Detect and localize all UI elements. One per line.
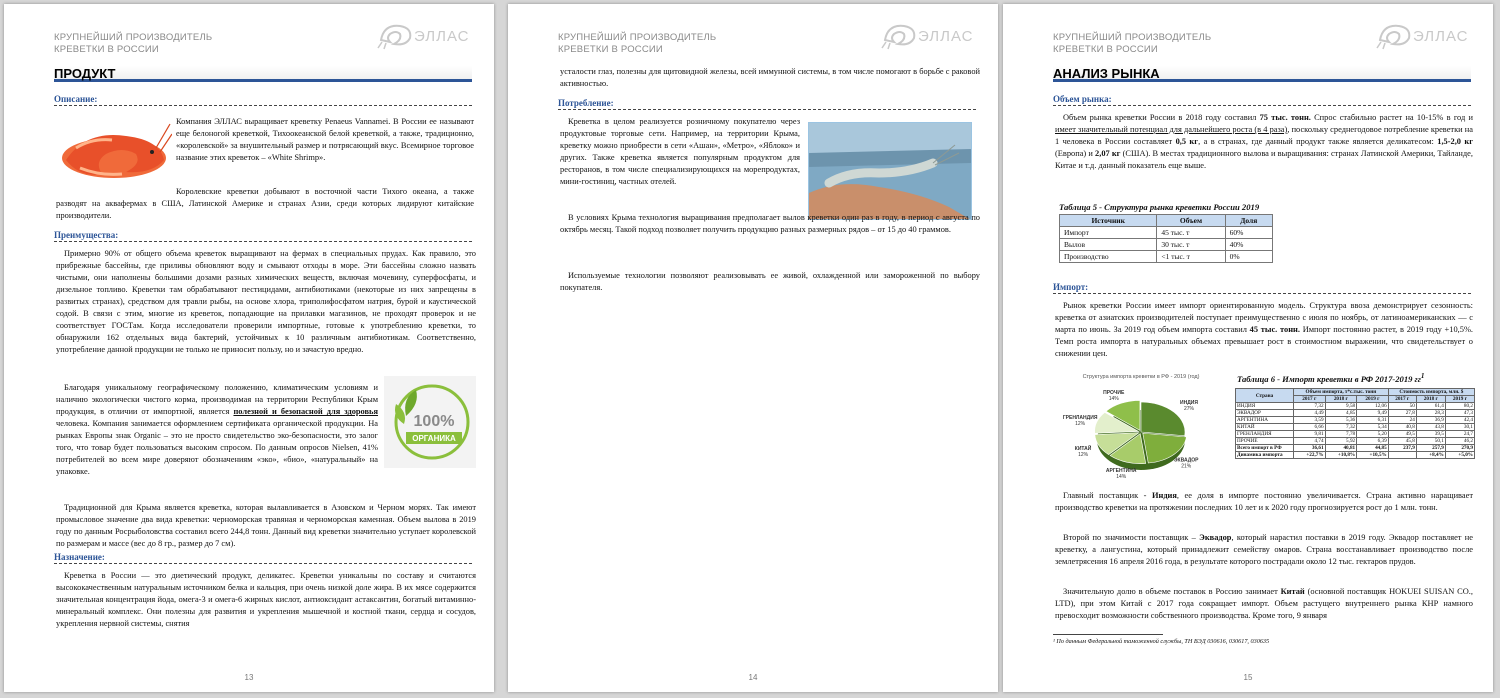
- table-cell: 3,59: [1294, 417, 1326, 424]
- table-cell: +10,8%: [1325, 452, 1357, 459]
- table-row: [1236, 417, 1475, 424]
- footnote: ¹ По данным Федеральной таможенной службы, ТН ВЭД 030616, 030617, 030635: [1053, 638, 1270, 645]
- badge-organic-text: ОРГАНИКА: [412, 434, 456, 443]
- header-line-2: КРЕВЕТКИ В РОССИИ: [558, 44, 663, 55]
- table-row: [1060, 251, 1273, 263]
- table-cell: 47,3: [1445, 410, 1474, 417]
- obem-text-k: (США). В местах традиционного вылова и выращивания: странах Латинской Америки, Тайланде, Китае и т.д. данный показатель еще выше.: [1055, 149, 1473, 170]
- header-line-1: КРУПНЕЙШИЙ ПРОИЗВОДИТЕЛЬ: [558, 32, 717, 43]
- table-row: [1236, 452, 1475, 459]
- pie-label: ГРЕНЛАНДИЯ: [1062, 415, 1098, 422]
- table-row: [1060, 239, 1273, 251]
- heading-preimushchestva: Преимущества:: [54, 230, 472, 242]
- shrimp-logo-icon: [880, 20, 920, 50]
- table-cell: 5,20: [1357, 431, 1389, 438]
- table-cell: 30,1: [1445, 424, 1474, 431]
- ecuador-text-a: Второй по значимости поставщик –: [1063, 533, 1200, 542]
- section-product: [54, 66, 472, 82]
- table-row: [1236, 431, 1475, 438]
- pie-label: ПРОЧИЕ: [1103, 389, 1125, 396]
- table-cell: 9,58: [1325, 403, 1357, 410]
- table-cell: 80,2: [1445, 403, 1474, 410]
- table-header-row: [1236, 389, 1475, 396]
- badge-100-text: 100%: [413, 413, 455, 430]
- table-cell: 44,85: [1357, 445, 1389, 452]
- page-number: 14: [748, 673, 758, 682]
- paragraph-obem: [1055, 112, 1473, 172]
- table-cell: 45 тыс. т: [1157, 227, 1225, 239]
- table-cell: 5,34: [1357, 424, 1389, 431]
- import-text-a: Рынок креветки России имеет импорт ориентированную модель. Структура ввоза демонстрирует сезонность: креветка от азиатских производителей поступает преимущественно с июля по ноябрь, от латиноамериканских — с марта по июнь. За 2019 год объем импорта составил: [1055, 301, 1473, 334]
- table-cell: 6,31: [1357, 417, 1389, 424]
- shrimp-logo-icon: [376, 20, 416, 50]
- preim-2-text-c: человека. Компания занимается оформлением сертификата органической продукции. На рынках Европы знак Organic – это не просто свидетельство эко-безопасности, это залог того, что товар будет пользоваться высоким спросом. По данным опросов Nielsen, 41% потребителей во всем мире доверяют обозначениям «эко», «био», «натуральный» на упаковке.: [56, 419, 378, 476]
- pie-percent-label: 12%: [1078, 451, 1089, 458]
- paragraph-naznachenie: Креветка в России — это диетический продукт, деликатес. Креветки уникальны по составу и считаются высококачественным натуральным источником белка и кальция, при очень низкой доле жира. В их мясе содержится значительная концентрация йода, омега-3 и омега-6 жирных кислот, антиоксидант астаксантин, богатый витаминно-минеральный комплекс. Они полезны для развития и укрепления мышечной и костной ткани, сердца и сосудов, укрепления нервной системы, снятия: [56, 571, 476, 628]
- table-cell: 6,39: [1357, 438, 1389, 445]
- document-page-13: [4, 4, 494, 692]
- paragraph-potreblenie-1: Креветка в целом реализуется розничному покупателю через продуктовые торговые сети. Например, на территории Крыма, креветку можно приобрести в сети «Ашан», «Метро», «Яблоко» и других. Также креветка является популярным продуктом для ресторанов, в том числе специализирующихся на морепродуктах, мини-гостиниц, частных отелей.: [560, 117, 800, 186]
- page-number: 15: [1243, 673, 1253, 682]
- table-cell: 45,8: [1388, 438, 1416, 445]
- table-cell: 7,32: [1325, 424, 1357, 431]
- table-header-cell: 2019 г: [1357, 396, 1389, 403]
- table-cell: 50: [1388, 403, 1416, 410]
- pie-label: КИТАЙ: [1074, 445, 1092, 452]
- page-header: [558, 32, 716, 56]
- paragraph-opisanie-1: Компания ЭЛЛАС выращивает креветку Penaeus Vannamei. В России ее называют еще белоногой креветкой, Тихоокеанской белой креветкой, а также, традиционно, «королевской» за внушительный размер и потрясающий вкус. Всемирное торговое название этих креветок – «White Shrimp».: [176, 117, 474, 162]
- preim-2-highlight: полезной и безопасной для здоровья: [233, 407, 379, 416]
- table-cell: <1 тыс. т: [1157, 251, 1225, 263]
- table-header-cell: 2018 г: [1416, 396, 1445, 403]
- paragraph-china: [1055, 586, 1473, 622]
- page-header: [54, 32, 212, 56]
- company-logo: [1375, 20, 1471, 50]
- document-page-14: [508, 4, 998, 692]
- table-cell: 4,74: [1294, 438, 1326, 445]
- table-cell: 36,9: [1416, 417, 1445, 424]
- table-cell: Импорт: [1060, 227, 1157, 239]
- table-header-cell: Объем: [1157, 215, 1225, 227]
- table-row: [1236, 438, 1475, 445]
- table-cell: 36,61: [1294, 445, 1326, 452]
- table-cell: АРГЕНТИНА: [1236, 417, 1294, 424]
- table-header-cell: Доля: [1225, 215, 1272, 227]
- table-cell: 7,32: [1294, 403, 1326, 410]
- heading-potreblenie: Потребление:: [558, 98, 976, 110]
- table-row: [1236, 403, 1475, 410]
- table-cell: 9,49: [1357, 410, 1389, 417]
- obem-text-a: Объем рынка креветки России в 2018 году составил: [1063, 113, 1260, 122]
- table-cell: 43,8: [1416, 424, 1445, 431]
- table-cell: 30 тыс. т: [1157, 239, 1225, 251]
- pie-label: ИНДИЯ: [1180, 400, 1198, 407]
- pie-percent-label: 14%: [1116, 473, 1127, 480]
- table-cell: 40,81: [1325, 445, 1357, 452]
- organic-100-badge: [384, 376, 476, 468]
- table-import-by-country: [1235, 388, 1475, 459]
- table-cell: 60%: [1225, 227, 1272, 239]
- table-cell: 39,5: [1416, 431, 1445, 438]
- heading-import: Импорт:: [1053, 282, 1471, 294]
- obem-text-e: , поскольку среднегодовое потребление креветки на 1 человека в России составляет: [1055, 125, 1473, 146]
- table-cell: +8,4%: [1416, 452, 1445, 459]
- table-row: [1236, 445, 1475, 452]
- table-cell: Производство: [1060, 251, 1157, 263]
- table-cell: ЭКВАДОР: [1236, 410, 1294, 417]
- table-header-cell: Источник: [1060, 215, 1157, 227]
- table-cell: 237,9: [1388, 445, 1416, 452]
- pie-percent-label: 27%: [1183, 406, 1195, 413]
- table-cell: Всего импорт в РФ: [1236, 445, 1294, 452]
- table-cell: Вылов: [1060, 239, 1157, 251]
- import-structure-pie-chart: [1053, 370, 1229, 486]
- obem-text-i: (Европа) и: [1055, 149, 1096, 158]
- pie-chart-title: Структура импорта креветки в РФ - 2019 (год): [1082, 374, 1200, 380]
- paragraph-preim-1: Примерно 90% от общего объема креветок выращивают на фермах в специальных прудах. Как правило, это прибрежные бассейны, где приливы обновляют воду и смывают отходы в море. Эти бассейны сложно назвать чистыми, они наполнены большими дозами разных химических веществ, включая мочевину, суперфосфаты, и дизельное топливо. Креветки там обрабатывают пестицидами, антибиотиками (некоторые из них запрещены в развитых странах), средством для травли рыбы, на основе хлора, триполифосфатом натрия, бурой и каустической содой. В связи с этим, многие из креветок, попадающие на прилавки магазинов, не проходят проверок и не соответствует ГОСТам. Когда исследователи проверили импортные, готовые к употреблению креветки, то обнаружили 162 отдельных вида бактерий, устойчивых к 10 различным антибиотикам. Соответственно, употребление данной продукции не только не приносит пользу, но и зачастую вредно.: [56, 249, 476, 354]
- pie-percent-label: 12%: [1075, 421, 1086, 428]
- page-header: [1053, 32, 1211, 56]
- preim-2-text-a: Благодаря уникальному географическому положению, климатическим условиям и наличию экологически чистого корма, производимая на территории Республики Крым продукция, в отличии от импортной, является: [56, 383, 378, 416]
- table-cell: Динамика импорта: [1236, 452, 1294, 459]
- section-title: ПРОДУКТ: [54, 66, 116, 81]
- table-header-cell: 2019 г: [1445, 396, 1474, 403]
- table-cell: 257,9: [1416, 445, 1445, 452]
- shrimp-logo-icon: [1375, 20, 1415, 50]
- ecuador-name: Эквадор: [1199, 533, 1232, 542]
- heading-naznachenie: Назначение:: [54, 552, 472, 564]
- obem-volume: 75 тыс. тонн.: [1259, 113, 1311, 122]
- heading-opisanie: Описание:: [54, 94, 472, 106]
- table-cell: 4,85: [1325, 410, 1357, 417]
- import-volume: 45 тыс. тонн.: [1249, 325, 1300, 334]
- pie-percent-label: 14%: [1108, 395, 1119, 402]
- pie-percent-label: 21%: [1181, 463, 1192, 470]
- table-cell: 4,49: [1294, 410, 1326, 417]
- obem-europe-kg: 1,5-2,0 кг: [1437, 137, 1474, 146]
- table-header-cell: Страна: [1236, 389, 1294, 403]
- table5-caption: Таблица 5 - Структура рынка креветки России 2019: [1059, 202, 1260, 212]
- ecuador-text-c: , который нарастил поставки в 2019 году. Эквадор поставляет не креветку, а лангустина, который принадлежит семейству омаров. Страна восстанавливает производство после землетрясения 16 апреля 2016 года, в результате которого пострадали около 12 тыс. гектаров прудов.: [1055, 533, 1473, 566]
- table-cell: ПРОЧИЕ: [1236, 438, 1294, 445]
- header-line-2: КРЕВЕТКИ В РОССИИ: [54, 44, 159, 55]
- paragraph-ecuador: [1055, 532, 1473, 568]
- china-text-c: (основной поставщик HOKUEI SUISAN CO., LTD), при этом Китай с 2017 года сокращает импорт. Объем растущего внутреннего рынка КНР намного превосходит возможности собственного производства. Кроме того, 9 января: [1055, 587, 1473, 620]
- pie-slices-group: [1095, 400, 1187, 470]
- import-text-c: Импорт постоянно растет, в 2019 году +10,5%. Темп роста импорта в натуральных объемах превышает рост в стоимостном выражении, что свидетельствует о снижении цен.: [1055, 325, 1474, 358]
- header-line-1: КРУПНЕЙШИЙ ПРОИЗВОДИТЕЛЬ: [1053, 32, 1212, 43]
- table-cell: 27,8: [1388, 410, 1416, 417]
- header-line-2: КРЕВЕТКИ В РОССИИ: [1053, 44, 1158, 55]
- obem-potential: имеет значительный потенциал для дальнейшего роста (в 4 раза): [1055, 125, 1288, 134]
- pie-label: ЭКВАДОР: [1173, 457, 1199, 464]
- table-header-cell: 2017 г: [1294, 396, 1326, 403]
- footnote-separator: [1053, 634, 1163, 635]
- paragraph-potreblenie-2: В условиях Крыма технология выращивания предполагает вылов креветки один раз в году, в период с августа по октябрь месяц. Такой подход позволяет получить продукцию разных размерных рядов – от 15 до 40 граммов.: [560, 213, 980, 234]
- table-row: [1236, 410, 1475, 417]
- table-cell: 0%: [1225, 251, 1272, 263]
- table6-caption-footnote-mark: 1: [1420, 372, 1425, 380]
- logo-text: ЭЛЛАС: [918, 28, 974, 45]
- pie-label: АРГЕНТИНА: [1105, 467, 1137, 474]
- table-cell: +22,7%: [1294, 452, 1326, 459]
- table-cell: +10,5%: [1357, 452, 1389, 459]
- paragraph-preim-3: Традиционной для Крыма является креветка, которая вылавливается в Азовском и Черном морях. Так имеют промысловое значение два вида креветки: черноморская травяная и черноморская каменная. Объем вылова в 2019 году по данным Росрыболовства составил всего 244,8 тонн. Данный вид креветки значительно уступает королевской по размерам и массе (вес до 8 гр., размер до 7 см).: [56, 503, 476, 548]
- pie-slice-индия: [1141, 402, 1185, 436]
- table-cell: 40%: [1225, 239, 1272, 251]
- table6-caption-text: Таблица 6 - Импорт креветки в РФ 2017-2019 гг: [1237, 373, 1421, 384]
- table-row: [1060, 227, 1273, 239]
- shrimp-in-hand-photo: [808, 122, 972, 220]
- table-cell: КИТАЙ: [1236, 424, 1294, 431]
- china-name: Китай: [1280, 587, 1305, 596]
- india-text-a: Главный поставщик -: [1063, 491, 1152, 500]
- table-cell: 49,5: [1388, 431, 1416, 438]
- company-logo: [880, 20, 976, 50]
- table-cell: 6,66: [1294, 424, 1326, 431]
- obem-text-g: , а в странах, где данный продукт также является деликатесом:: [1198, 137, 1438, 146]
- table-cell: ИНДИЯ: [1236, 403, 1294, 410]
- table-header-cell: 2017 г: [1388, 396, 1416, 403]
- table-cell: 7,78: [1325, 431, 1357, 438]
- table-cell: 61,4: [1416, 403, 1445, 410]
- table-cell: 50,1: [1416, 438, 1445, 445]
- india-text-c: , ее доля в импорте постоянно увеличивается. Страна активно наращивает производство креветки на протяжении последних 10 лет и к 2020 году прогнозируется рост до 1 млн. тонн.: [1055, 491, 1473, 512]
- shrimp-photo-image: [809, 123, 972, 220]
- table-cell: 5,92: [1325, 438, 1357, 445]
- document-page-15: [1003, 4, 1493, 692]
- table-cell: 24,7: [1445, 431, 1474, 438]
- page-number: 13: [244, 673, 254, 682]
- table-cell: 28,3: [1416, 410, 1445, 417]
- paragraph-continued: усталости глаз, полезны для щитовидной железы, всей иммунной системы, в том числе помогают в борьбе с раковой активностью.: [560, 67, 980, 88]
- obem-text-c: Спрос стабильно растет на 10-15% в год и: [1310, 113, 1473, 122]
- heading-obem-rynka: Объем рынка:: [1053, 94, 1471, 106]
- obem-usa-kg: 2,07 кг: [1095, 149, 1121, 158]
- table-cell: ГРЕНЛАНДИЯ: [1236, 431, 1294, 438]
- table-cell: 40,8: [1388, 424, 1416, 431]
- paragraph-import: [1055, 300, 1473, 360]
- logo-text: ЭЛЛАС: [1413, 28, 1469, 45]
- table-header-cell: Стоимость импорта, млн. $: [1388, 389, 1474, 396]
- table-cell: 270,9: [1445, 445, 1474, 452]
- table-cell: 9,81: [1294, 431, 1326, 438]
- paragraph-potreblenie-3: Используемые технологии позволяют реализовывать ее живой, охлажденной или замороженной по выбору покупателя.: [560, 271, 980, 292]
- logo-text: ЭЛЛАС: [414, 28, 470, 45]
- company-logo: [376, 20, 472, 50]
- table-cell: 24: [1388, 417, 1416, 424]
- table-header-cell: 2018 г: [1325, 396, 1357, 403]
- india-name: Индия: [1151, 491, 1177, 500]
- paragraph-preim-2: [56, 382, 378, 478]
- table-market-structure: [1059, 214, 1273, 263]
- table-header-cell: Объем импорта, т*с.тыс. тонн: [1294, 389, 1389, 396]
- table6-caption: [1237, 372, 1424, 384]
- table-header-row: [1060, 215, 1273, 227]
- paragraph-opisanie-2: Королевские креветки добывают в восточной части Тихого океана, а также разводят на аквафермах в США, Латинской Америке и странах Азии, среди которых лидируют китайские производители.: [56, 187, 474, 220]
- table-cell: +5,0%: [1445, 452, 1474, 459]
- section-market-analysis: [1053, 66, 1471, 82]
- header-line-1: КРУПНЕЙШИЙ ПРОИЗВОДИТЕЛЬ: [54, 32, 213, 43]
- paragraph-india: [1055, 490, 1473, 514]
- china-text-a: Значительную долю в объеме поставок в Россию занимает: [1063, 587, 1281, 596]
- table-cell: 42,4: [1445, 417, 1474, 424]
- table-cell: 46,2: [1445, 438, 1474, 445]
- section-title: АНАЛИЗ РЫНКА: [1053, 66, 1160, 81]
- table-cell: 12,06: [1357, 403, 1389, 410]
- table-cell: 5,36: [1325, 417, 1357, 424]
- obem-russia-kg: 0,5 кг: [1175, 137, 1199, 146]
- table-cell: [1388, 452, 1416, 459]
- table-row: [1236, 424, 1475, 431]
